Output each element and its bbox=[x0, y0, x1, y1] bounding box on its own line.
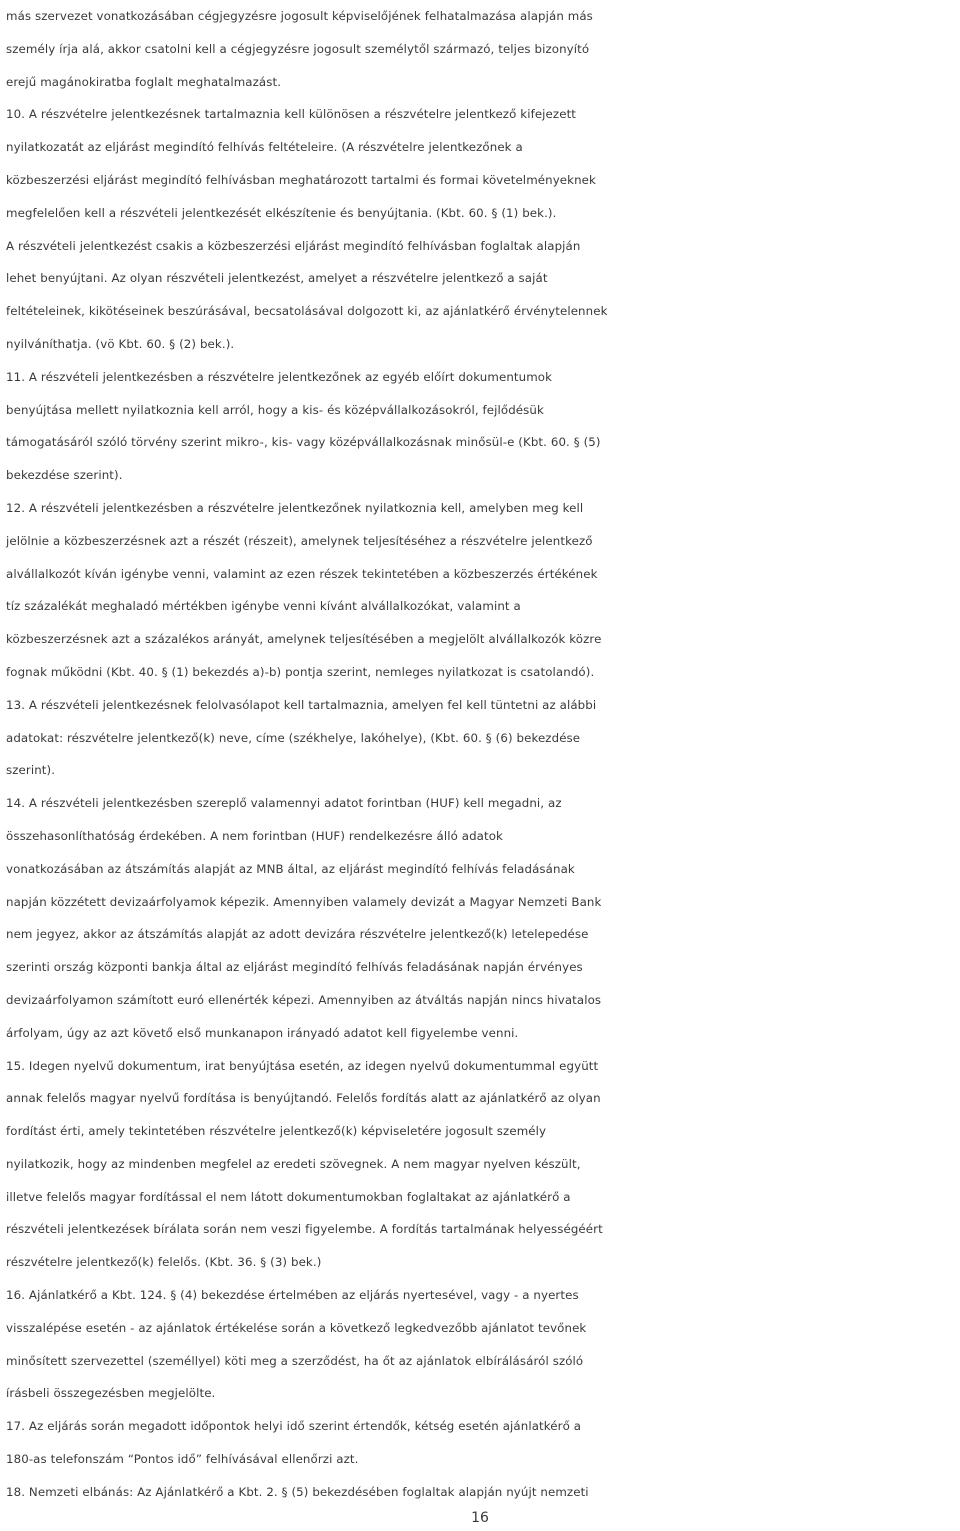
page-number: 16 bbox=[471, 1510, 489, 1526]
text-line: illetve felelős magyar fordítással el nem látott dokumentumokban foglaltakat az ajánlatkérő a bbox=[6, 1189, 571, 1204]
text-line: nyilatkozatát az eljárást megindító felhívás feltételeire. (A részvételre jelentkezőnek a bbox=[6, 140, 523, 155]
text-line: tíz százalékát meghaladó mértékben igénybe venni kívánt alvállalkozókat, valamint a bbox=[6, 599, 521, 614]
text-line: személy írja alá, akkor csatolni kell a cégjegyzésre jogosult személytől származó, teljes bizonyító bbox=[6, 41, 590, 56]
text-line: erejű magánokiratba foglalt meghatalmazást. bbox=[6, 74, 282, 89]
text-line: 18. Nemzeti elbánás: Az Ajánlatkérő a Kbt. 2. § (5) bekezdésében foglaltak alapján nyújt nemzeti bbox=[6, 1484, 589, 1499]
text-line: minősített szervezettel (személlyel) köti meg a szerződést, ha őt az ajánlatok elbírálásáról szóló bbox=[6, 1353, 584, 1368]
text-line: vonatkozásában az átszámítás alapját az MNB által, az eljárást megindító felhívás feladásának bbox=[6, 861, 575, 876]
text-line: fognak működni (Kbt. 40. § (1) bekezdés a)-b) pontja szerint, nemleges nyilatkozat is csatolandó). bbox=[6, 664, 595, 679]
text-line: részvételi jelentkezések bírálata során nem veszi figyelembe. A fordítás tartalmának helyességéért bbox=[6, 1222, 603, 1237]
text-line: megfelelően kell a részvételi jelentkezését elkészítenie és benyújtania. (Kbt. 60. § (1) bek.). bbox=[6, 205, 557, 220]
text-line: jelölnie a közbeszerzésnek azt a részét (részeit), amelynek teljesítéséhez a részvételre jelentkező bbox=[6, 533, 593, 548]
text-line: közbeszerzésnek azt a százalékos arányát, amelynek teljesítésében a megjelölt alvállalkozók közre bbox=[6, 632, 602, 647]
text-line: 13. A részvételi jelentkezésnek felolvasólapot kell tartalmaznia, amelyen fel kell tüntetni az alábbi bbox=[6, 697, 597, 712]
text-line: 11. A részvételi jelentkezésben a részvételre jelentkezőnek az egyéb előírt dokumentumok bbox=[6, 369, 553, 384]
text-line: közbeszerzési eljárást megindító felhívásban meghatározott tartalmi és formai követelményeknek bbox=[6, 172, 596, 187]
text-line: lehet benyújtani. Az olyan részvételi jelentkezést, amelyet a részvételre jelentkező a saját bbox=[6, 271, 548, 286]
text-line: nem jegyez, akkor az átszámítás alapját az adott devizára részvételre jelentkező(k) letelepedése bbox=[6, 927, 589, 942]
text-line: írásbeli összegezésben megjelölte. bbox=[6, 1386, 216, 1401]
text-line: nyilatkozik, hogy az mindenben megfelel az eredeti szövegnek. A nem magyar nyelven készült, bbox=[6, 1156, 581, 1171]
text-line: adatokat: részvételre jelentkező(k) neve, címe (székhelye, lakóhelye), (Kbt. 60. § (6) bekezdése bbox=[6, 730, 581, 745]
text-line: 12. A részvételi jelentkezésben a részvételre jelentkezőnek nyilatkoznia kell, amelyben meg kell bbox=[6, 500, 584, 515]
text-line: nyilváníthatja. (vö Kbt. 60. § (2) bek.). bbox=[6, 336, 235, 351]
text-line: más szervezet vonatkozásában cégjegyzésre jogosult képviselőjének felhatalmazása alapján más bbox=[6, 9, 593, 23]
text-line: összehasonlíthatóság érdekében. A nem forintban (HUF) rendelkezésre álló adatok bbox=[6, 828, 503, 843]
text-line: árfolyam, úgy az azt követő első munkanapon irányadó adatot kell figyelembe venni. bbox=[6, 1025, 519, 1040]
text-line: részvételre jelentkező(k) felelős. (Kbt. 36. § (3) bek.) bbox=[6, 1255, 322, 1270]
text-line: visszalépése esetén - az ajánlatok értékelése során a következő legkedvezőbb ajánlatot tevőnek bbox=[6, 1320, 587, 1335]
text-line: bekezdése szerint). bbox=[6, 468, 123, 483]
text-line: 10. A részvételre jelentkezésnek tartalmaznia kell különösen a részvételre jelentkező kifejezett bbox=[6, 107, 577, 122]
text-line: 17. Az eljárás során megadott időpontok helyi idő szerint értendők, kétség esetén ajánlatkérő a bbox=[6, 1419, 582, 1434]
text-line: A részvételi jelentkezést csakis a közbeszerzési eljárást megindító felhívásban foglaltak alapján bbox=[6, 238, 581, 253]
text-line: 180-as telefonszám “Pontos idő” felhívásával ellenőrzi azt. bbox=[6, 1452, 359, 1467]
text-line: 14. A részvételi jelentkezésben szereplő valamennyi adatot forintban (HUF) kell megadni, az bbox=[6, 796, 562, 811]
text-line: támogatásáról szóló törvény szerint mikro-, kis- vagy középvállalkozásnak minősül-e (Kbt. 60. § (5) bbox=[6, 435, 601, 450]
text-line: 16. Ajánlatkérő a Kbt. 124. § (4) bekezdése értelmében az eljárás nyertesével, vagy - a nyertes bbox=[6, 1288, 579, 1303]
text-line: benyújtása mellett nyilatkoznia kell arról, hogy a kis- és középvállalkozásokról, fejlődésük bbox=[6, 402, 544, 417]
text-line: devizaárfolyamon számított euró ellenérték képezi. Amennyiben az átváltás napján nincs hivatalos bbox=[6, 992, 602, 1007]
text-line: napján közzétett devizaárfolyamok képezik. Amennyiben valamely devizát a Magyar Nemzeti Bank bbox=[6, 894, 602, 909]
text-line: szerint). bbox=[6, 763, 56, 778]
text-line: alvállalkozót kíván igénybe venni, valamint az ezen részek tekintetében a közbeszerzés értékének bbox=[6, 566, 598, 581]
text-line: feltételeinek, kikötéseinek beszúrásával, becsatolásával dolgozott ki, az ajánlatkérő érvénytelennek bbox=[6, 304, 608, 319]
text-line: annak felelős magyar nyelvű fordítása is benyújtandó. Felelős fordítás alatt az ajánlatkérő az olyan bbox=[6, 1091, 601, 1106]
document-body bbox=[6, 0, 958, 1509]
text-line: fordítást érti, amely tekintetében részvételre jelentkező(k) képviseletére jogosult személy bbox=[6, 1124, 547, 1139]
text-line: 15. Idegen nyelvű dokumentum, irat benyújtása esetén, az idegen nyelvű dokumentummal együtt bbox=[6, 1058, 599, 1073]
text-line: szerinti ország központi bankja által az eljárást megindító felhívás feladásának napján érvényes bbox=[6, 960, 583, 975]
